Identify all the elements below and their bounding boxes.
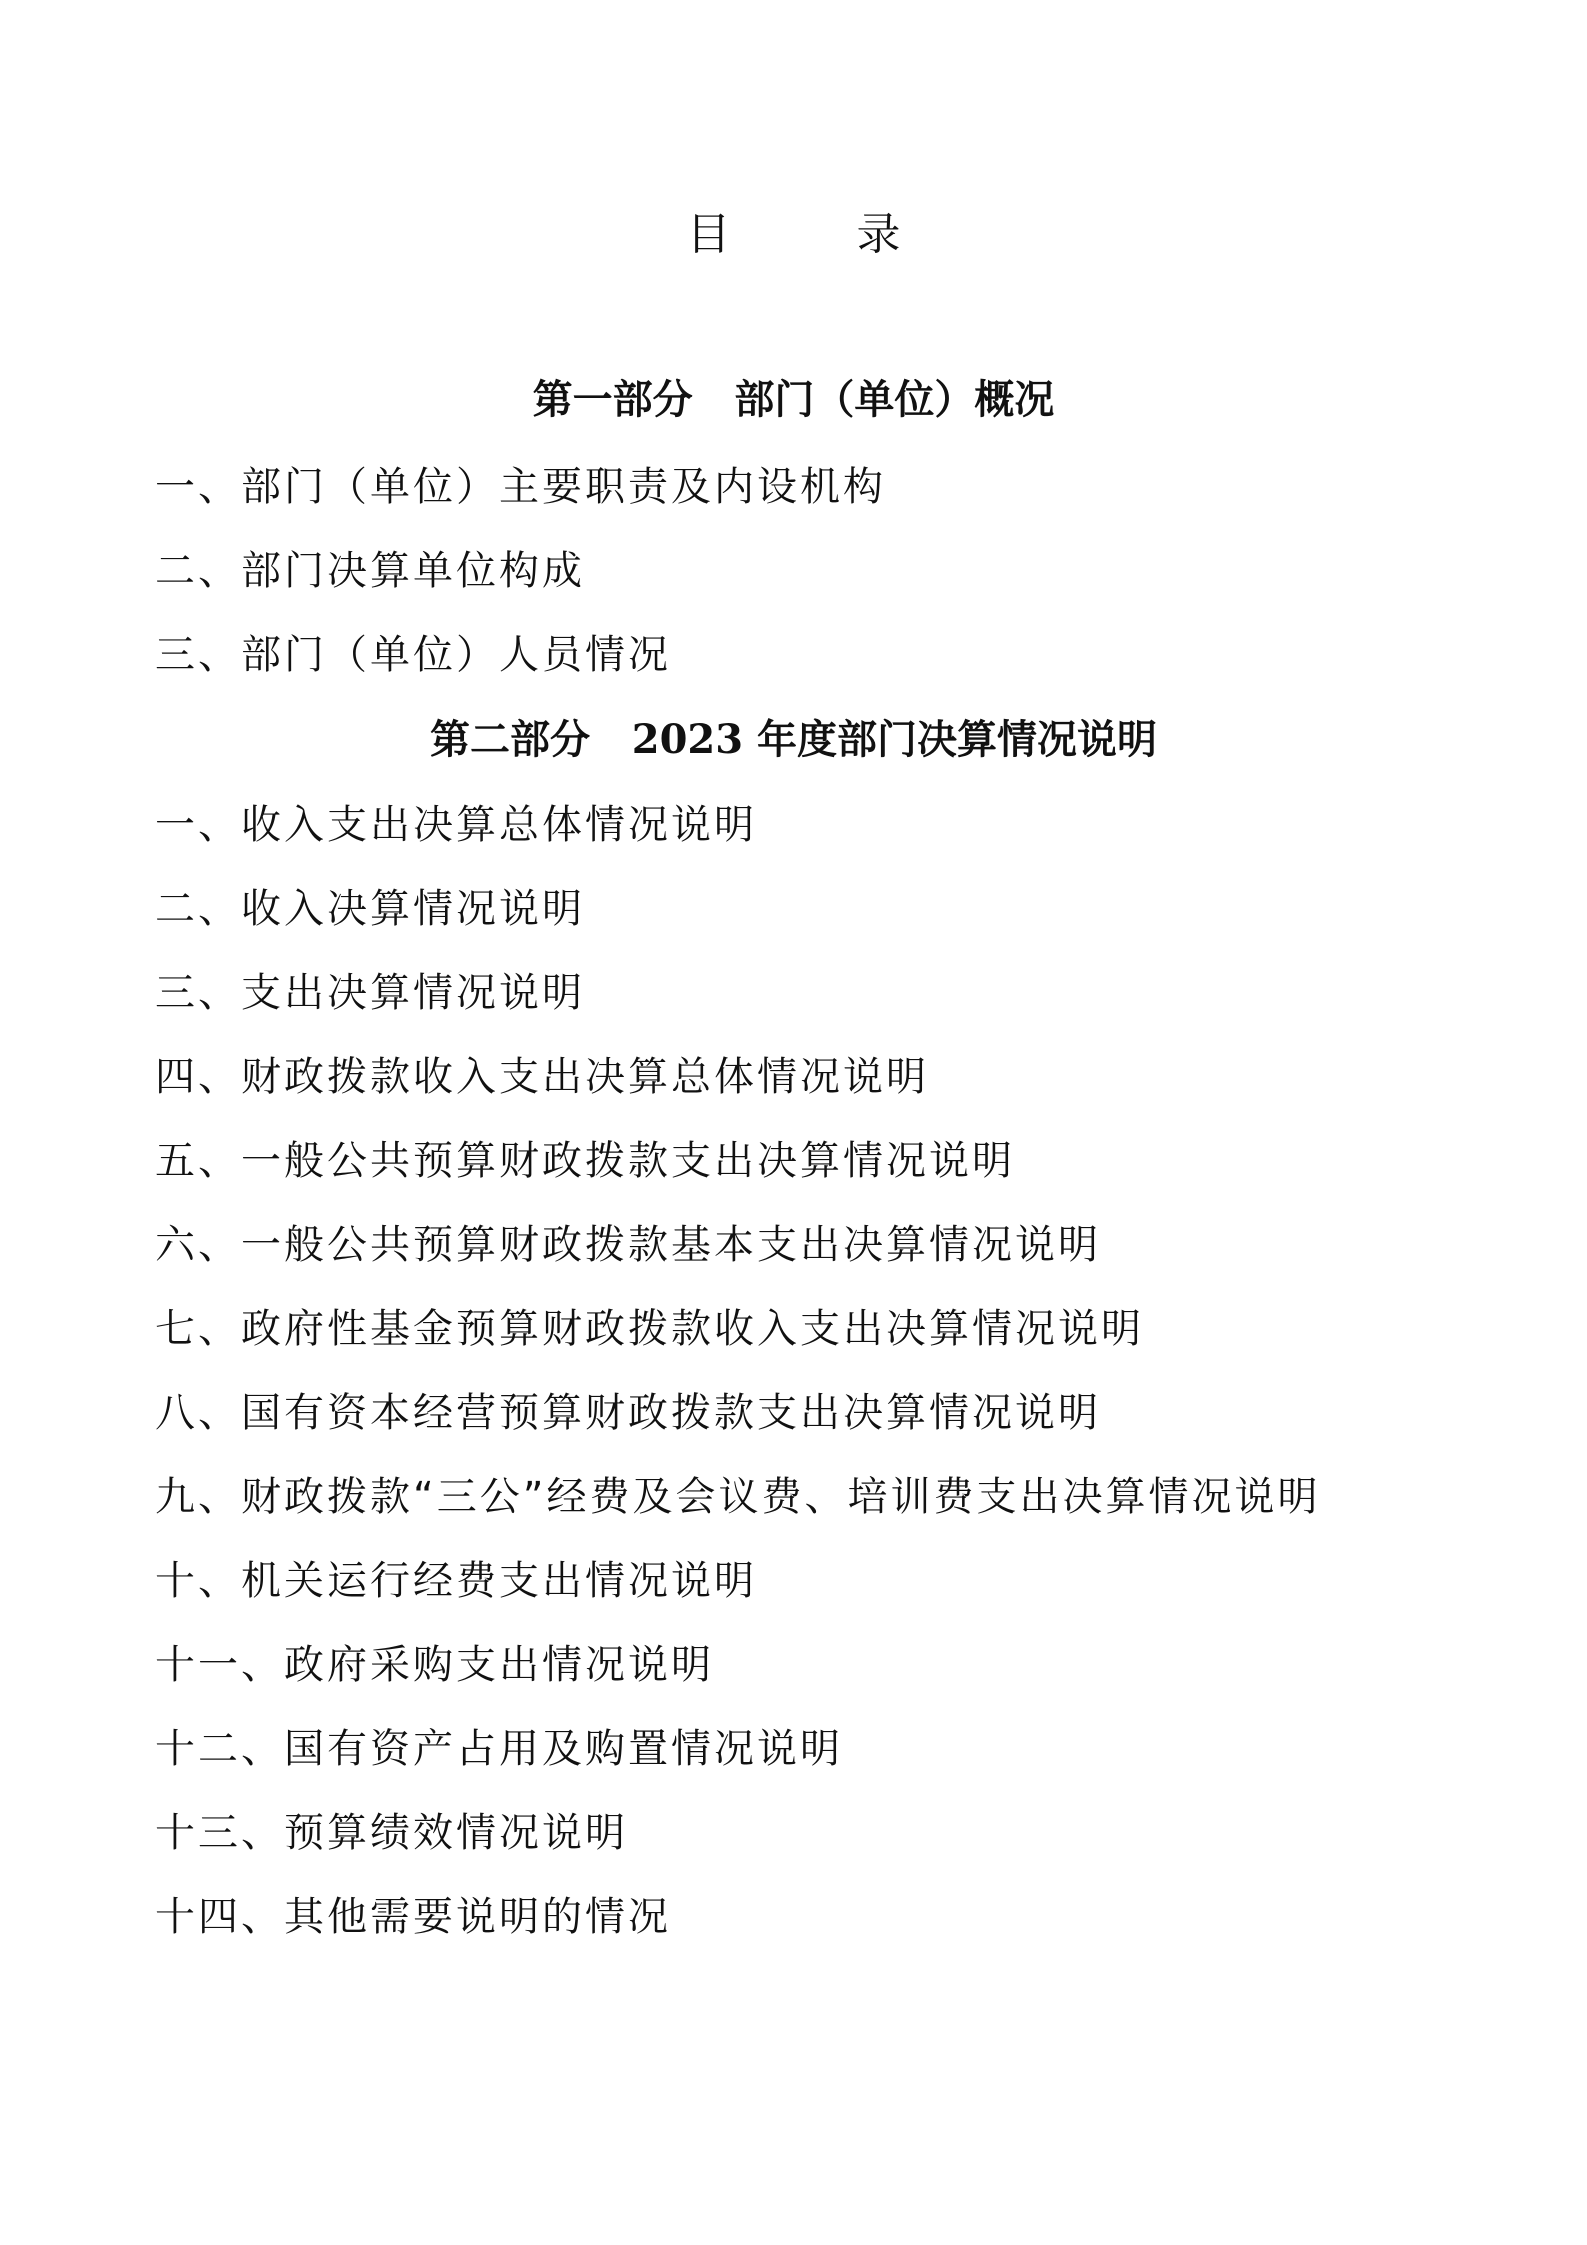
toc-item: 二、部门决算单位构成 (155, 548, 585, 594)
part2-heading: 第二部分 2023 年度部门决算情况说明 (429, 716, 1158, 763)
toc-item: 五、一般公共预算财政拨款支出决算情况说明 (155, 1138, 1015, 1184)
part2-toc-list (155, 795, 1320, 1971)
toc-item: 十、机关运行经费支出情况说明 (155, 1558, 757, 1604)
toc-item: 十一、政府采购支出情况说明 (155, 1642, 714, 1688)
toc-item: 八、国有资本经营预算财政拨款支出决算情况说明 (155, 1390, 1101, 1436)
toc-item: 六、一般公共预算财政拨款基本支出决算情况说明 (155, 1222, 1101, 1268)
toc-item: 四、财政拨款收入支出决算总体情况说明 (155, 1054, 929, 1100)
toc-item: 七、政府性基金预算财政拨款收入支出决算情况说明 (155, 1306, 1144, 1352)
toc-item: 十三、预算绩效情况说明 (155, 1810, 628, 1856)
toc-item: 三、部门（单位）人员情况 (155, 632, 671, 678)
part1-toc-list (155, 457, 886, 709)
toc-item: 一、部门（单位）主要职责及内设机构 (155, 464, 886, 510)
toc-item: 十四、其他需要说明的情况 (155, 1894, 671, 1940)
page-title: 目 录 (686, 209, 957, 260)
toc-item: 十二、国有资产占用及购置情况说明 (155, 1726, 843, 1772)
part1-heading: 第一部分 部门（单位）概况 (532, 376, 1055, 423)
toc-item: 九、财政拨款“三公”经费及会议费、培训费支出决算情况说明 (155, 1474, 1321, 1520)
toc-item: 三、支出决算情况说明 (155, 970, 585, 1016)
toc-item: 一、收入支出决算总体情况说明 (155, 802, 757, 848)
toc-item: 二、收入决算情况说明 (155, 886, 585, 932)
